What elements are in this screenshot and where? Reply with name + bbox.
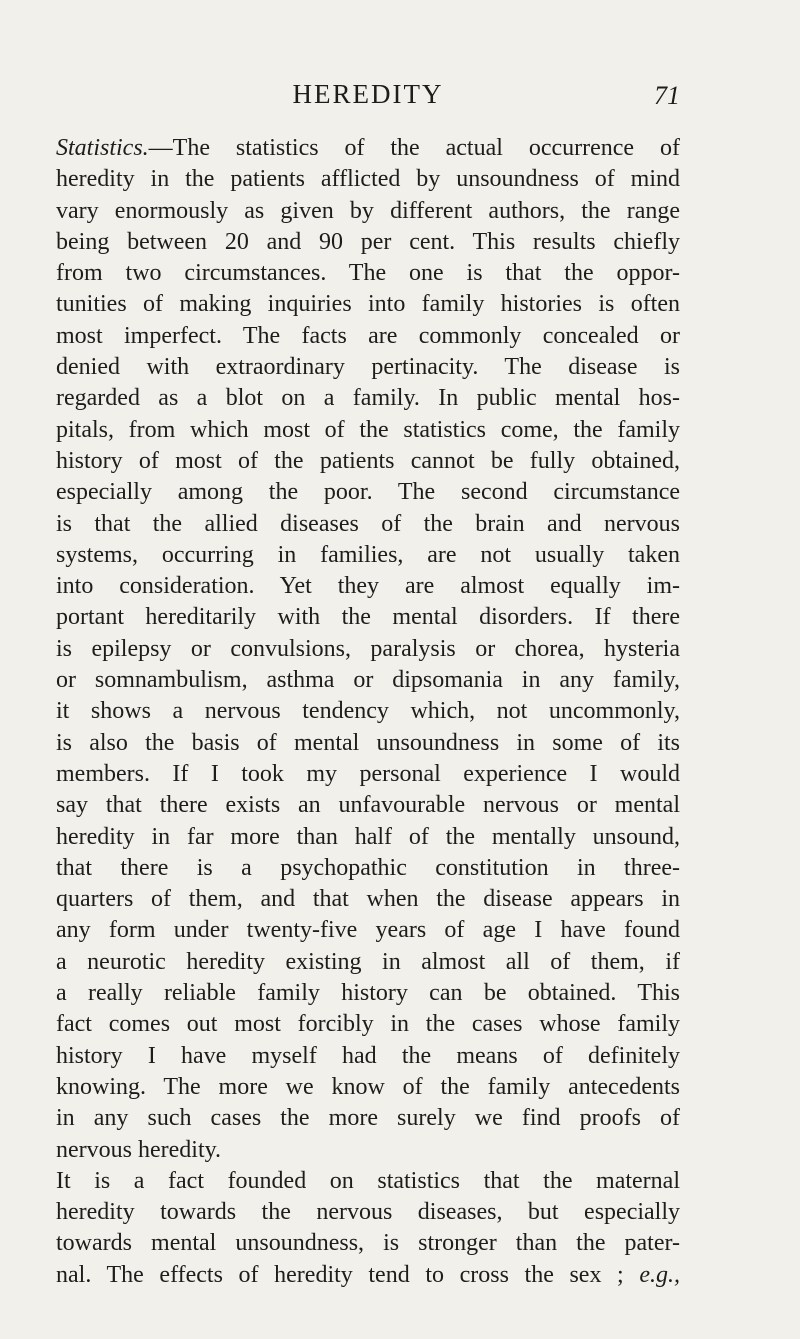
text-line (56, 133, 680, 164)
text-line: history of most of the patients cannot be fully obtained, (56, 447, 680, 474)
text-line: that there is a psychopathic constitution in three- (56, 854, 680, 881)
text-line: being between 20 and 90 per cent. This results chiefly (56, 228, 680, 255)
text-line-start: nal. The effects of heredity tend to cross the sex ; (56, 1261, 624, 1288)
text-line: knowing. The more we know of the family antecedents (56, 1073, 680, 1100)
text-line: most imperfect. The facts are commonly concealed or (56, 322, 680, 349)
text-line: history I have myself had the means of definitely (56, 1042, 680, 1069)
paragraph (56, 133, 680, 1166)
text-line: portant hereditarily with the mental disorders. If there (56, 604, 680, 631)
text-line: members. If I took my personal experience I would (56, 760, 680, 787)
text-line: in any such cases the more surely we find proofs of (56, 1105, 680, 1132)
text-line: into consideration. Yet they are almost equally im- (56, 573, 680, 600)
text-line: fact comes out most forcibly in the cases whose family (56, 1011, 680, 1038)
body-text (56, 133, 680, 1291)
text-line: especially among the poor. The second circumstance (56, 479, 680, 506)
text-line: heredity in the patients afflicted by unsoundness of mind (56, 166, 680, 193)
text-line-rest: —The statistics of the actual occurrence of (148, 135, 680, 161)
running-head: HEREDITY (292, 79, 444, 109)
text-line: is that the allied diseases of the brain and nervous (56, 510, 680, 537)
text-line: It is a fact founded on statistics that the maternal (56, 1167, 680, 1194)
abbreviation: e.g., (639, 1261, 680, 1288)
section-lead: Statistics. (56, 135, 149, 161)
text-line: say that there exists an unfavourable nervous or mental (56, 792, 680, 819)
paragraph (56, 1166, 680, 1291)
text-line: heredity towards the nervous diseases, but especially (56, 1199, 680, 1226)
page-number: 71 (654, 81, 680, 110)
text-line (56, 1260, 680, 1291)
text-line: is also the basis of mental unsoundness in some of its (56, 729, 680, 756)
text-line: any form under twenty-five years of age I have found (56, 917, 680, 944)
text-line: it shows a nervous tendency which, not uncommonly, (56, 698, 680, 725)
text-line: a really reliable family history can be obtained. This (56, 980, 680, 1007)
text-line: tunities of making inquiries into family histories is often (56, 291, 680, 318)
text-line: towards mental unsoundness, is stronger than the pater- (56, 1230, 680, 1257)
text-line: regarded as a blot on a family. In public mental hos- (56, 385, 680, 412)
text-line: nervous heredity. (56, 1136, 222, 1163)
page-header (56, 79, 680, 115)
text-line: pitals, from which most of the statistics come, the family (56, 416, 680, 443)
text-line: or somnambulism, asthma or dipsomania in any family, (56, 667, 680, 694)
text-line: is epilepsy or convulsions, paralysis or chorea, hysteria (56, 635, 680, 662)
text-line: heredity in far more than half of the mentally unsound, (56, 823, 680, 850)
text-line: denied with extraordinary pertinacity. The disease is (56, 354, 680, 381)
text-line: systems, occurring in families, are not usually taken (56, 541, 680, 568)
text-line: quarters of them, and that when the disease appears in (56, 886, 680, 913)
text-line: vary enormously as given by different authors, the range (56, 197, 680, 224)
text-line: a neurotic heredity existing in almost all of them, if (56, 948, 680, 975)
text-line: from two circumstances. The one is that the oppor- (56, 260, 680, 287)
